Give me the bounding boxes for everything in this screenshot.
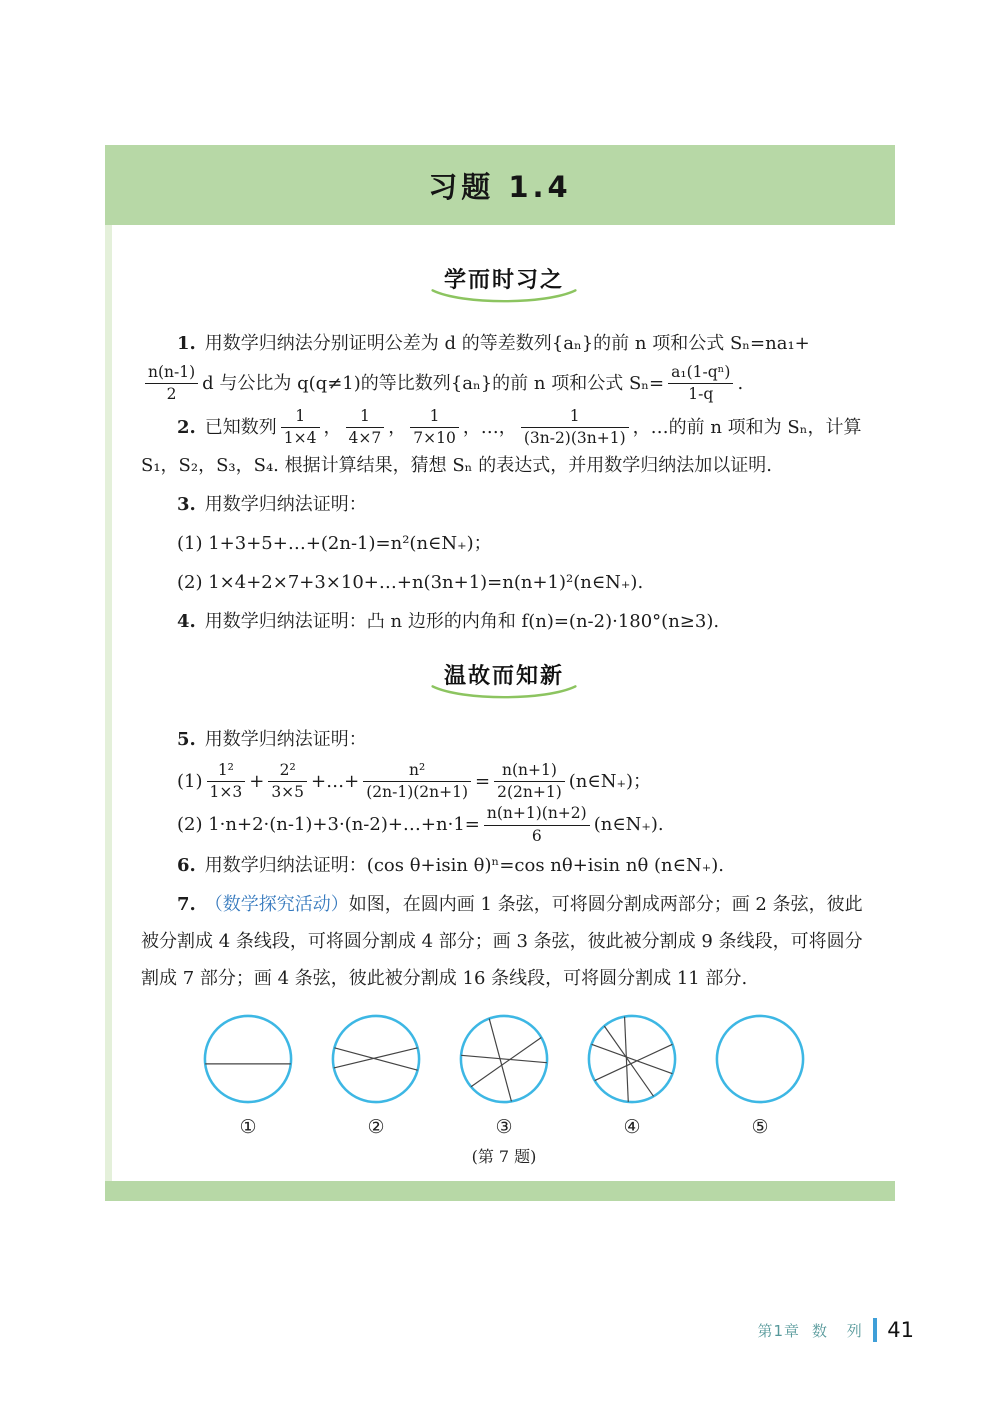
fraction-numerator: 1	[410, 407, 459, 428]
problem-number: 7.	[177, 894, 196, 916]
fraction-numerator: 1	[346, 407, 385, 428]
text-run: ，…，	[462, 416, 517, 438]
text-run: ，…的前 n 项和为 Sₙ，计算 S₁，S₂，S₃，S₄. 根据计算结果，猜想 Sₙ 的表达式，并用数学归纳法加以证明.	[141, 416, 862, 477]
problem-number: 4.	[177, 610, 196, 632]
problem-number: 2.	[177, 416, 196, 438]
text-run: (n∈N₊).	[593, 814, 664, 836]
fraction-denominator: 4×7	[348, 429, 382, 448]
badge-underline-swoosh	[428, 684, 580, 700]
figure-circle-1	[201, 1012, 295, 1138]
fraction-numerator: n(n+1)	[494, 761, 565, 782]
text-run: (1) 1+3+5+…+(2n-1)=n²(n∈N₊)；	[177, 533, 492, 555]
problem-7	[141, 887, 867, 998]
problem-number: 1.	[177, 333, 196, 354]
circle-label: ③	[495, 1115, 513, 1138]
figure-circle-4	[585, 1012, 679, 1138]
circle-label: ②	[367, 1115, 385, 1138]
circle-label: ①	[239, 1115, 257, 1138]
fraction-denominator: 1×4	[283, 429, 317, 448]
left-accent-strip	[105, 225, 112, 1181]
fraction-denominator: (3n-2)(3n+1)	[523, 429, 626, 448]
footer-chapter: 第1章	[757, 1321, 800, 1340]
fraction	[484, 804, 590, 846]
fraction	[521, 407, 629, 449]
problem-5-item-1	[141, 761, 867, 803]
text-run: =	[475, 770, 491, 792]
chord	[592, 1044, 673, 1073]
fraction	[494, 761, 565, 803]
text-run: 用数学归纳法证明：	[204, 494, 367, 516]
text-run: 如图，在圆内画 1 条弦，可将圆分割成两部分；画 2 条弦，彼此被分割成 4 条线段，可将圆分割成 4 部分；画 3 条弦，彼此被分割成 9 条线段，可将圆分割成 7 部分；画 4 条弦，彼此被分割成 16 条线段，可将圆分割成 11 部分.	[141, 894, 863, 989]
exercise-content	[105, 225, 895, 1181]
text-run: ，	[388, 416, 407, 438]
swoosh-arc	[433, 290, 576, 301]
circle-label: ④	[623, 1115, 641, 1138]
fraction-denominator: 1-q	[688, 385, 714, 404]
fraction	[346, 407, 385, 449]
section-badge-2	[141, 657, 867, 700]
fraction-numerator: 1²	[207, 761, 246, 782]
problem-number: 6.	[177, 855, 196, 877]
footer-page-number: 41	[887, 1318, 914, 1342]
fraction	[363, 761, 471, 803]
problem-1	[141, 326, 867, 405]
circle-5-chord-diagram	[713, 1012, 807, 1106]
page-footer	[757, 1318, 914, 1342]
problem-3-item-1	[141, 526, 867, 563]
figure-circle-5	[713, 1012, 807, 1138]
text-run: 用数学归纳法证明：	[204, 728, 367, 750]
text-run: 用数学归纳法证明：凸 n 边形的内角和 f(n)=(n-2)·180°(n≥3).	[204, 610, 720, 632]
badge-wrap	[428, 261, 580, 304]
bottom-accent-bar	[105, 1181, 895, 1201]
problem-4	[141, 604, 867, 641]
text-run: (1)	[177, 770, 203, 792]
circle-label: ⑤	[751, 1115, 769, 1138]
footer-divider-bar	[873, 1318, 877, 1342]
badge-wrap	[428, 657, 580, 700]
fraction	[281, 407, 320, 449]
text-run: (2) 1·n+2·(n-1)+3·(n-2)+…+n·1=	[177, 814, 480, 836]
circle-1-chord-diagram	[201, 1012, 295, 1106]
fraction-numerator: n(n+1)(n+2)	[484, 804, 590, 825]
footer-section: 数 列	[811, 1321, 870, 1340]
chord	[471, 1037, 541, 1086]
problem-5-item-2	[141, 804, 867, 846]
page-body	[105, 225, 895, 1181]
content-panel	[105, 145, 895, 1201]
problem-3	[141, 487, 867, 524]
text-run: 已知数列	[204, 416, 277, 438]
fraction	[410, 407, 459, 449]
section-badge-label: 温故而知新	[443, 663, 564, 689]
fraction-numerator: a₁(1-qⁿ)	[668, 363, 733, 384]
problem-number: 3.	[177, 494, 196, 516]
problem-number: 5.	[177, 728, 196, 750]
badge-underline-swoosh	[428, 288, 580, 304]
fraction-numerator: n²	[363, 761, 471, 782]
figure-circle-3	[457, 1012, 551, 1138]
problem-5	[141, 722, 867, 759]
problem-7-figure	[141, 1012, 867, 1167]
figure-circle-2	[329, 1012, 423, 1138]
text-run: (2) 1×4+2×7+3×10+…+n(3n+1)=n(n+1)²(n∈N₊).	[177, 572, 644, 594]
fraction-denominator: 6	[531, 826, 542, 845]
exercise-title: 习题 1.4	[428, 169, 572, 204]
circle-outline	[205, 1016, 291, 1102]
fraction-denominator: 2	[166, 385, 177, 404]
text-run: +	[249, 770, 265, 792]
chord	[489, 1018, 511, 1101]
problem-3-item-2	[141, 565, 867, 602]
text-run: ，	[323, 416, 342, 438]
section-badge-1	[141, 261, 867, 304]
exercise-header-bar	[105, 145, 895, 225]
fraction	[145, 363, 198, 405]
text-run: +…+	[311, 770, 360, 792]
text-run: (n∈N₊)；	[568, 770, 651, 792]
fraction-denominator: 7×10	[413, 429, 456, 448]
fraction-denominator: 3×5	[271, 783, 305, 802]
chord	[461, 1055, 547, 1062]
circle-4-chord-diagram	[585, 1012, 679, 1106]
fraction-denominator: 2(2n+1)	[497, 783, 562, 802]
text-run: .	[737, 372, 744, 394]
circle-2-chord-diagram	[329, 1012, 423, 1106]
text-run: 用数学归纳法证明：(cos θ+isin θ)ⁿ=cos nθ+isin nθ (n∈N₊).	[204, 855, 724, 877]
text-run: d 与公比为 q(q≠1)的等比数列{aₙ}的前 n 项和公式 Sₙ=	[202, 372, 665, 394]
activity-tag: （数学探究活动）	[204, 894, 349, 916]
circle-3-chord-diagram	[457, 1012, 551, 1106]
circle-row	[141, 1012, 867, 1138]
fraction-numerator: 1	[281, 407, 320, 428]
chord	[604, 1026, 653, 1096]
swoosh-arc	[433, 686, 576, 697]
fraction-numerator: 2²	[268, 761, 307, 782]
fraction	[268, 761, 307, 803]
fraction-numerator: 1	[521, 407, 629, 428]
fraction-denominator: 1×3	[209, 783, 243, 802]
problem-2	[141, 407, 867, 486]
section-badge-label: 学而时习之	[443, 268, 564, 293]
circle-outline	[717, 1016, 803, 1102]
fraction	[668, 363, 733, 405]
figure-caption: (第 7 题)	[471, 1146, 537, 1166]
fraction-denominator: (2n-1)(2n+1)	[366, 783, 469, 802]
fraction	[207, 761, 246, 803]
problem-6	[141, 848, 867, 885]
text-run: 用数学归纳法分别证明公差为 d 的等差数列{aₙ}的前 n 项和公式 Sₙ=na₁+	[204, 333, 810, 354]
fraction-numerator: n(n-1)	[145, 363, 198, 384]
